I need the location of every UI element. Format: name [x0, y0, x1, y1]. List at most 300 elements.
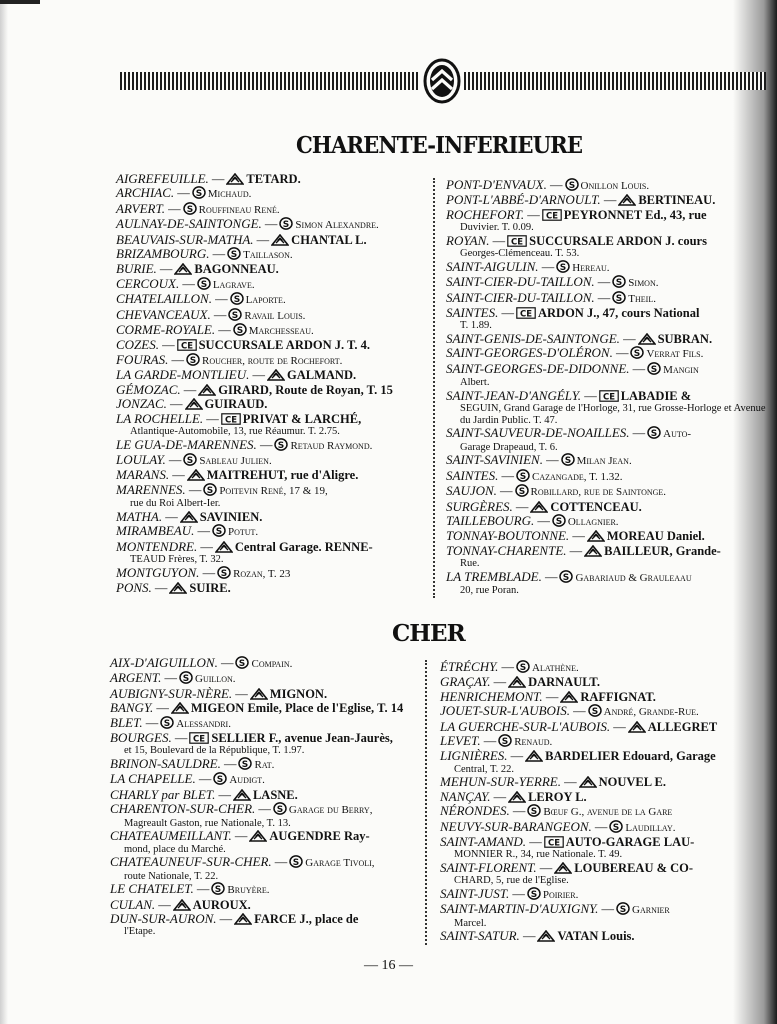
- svg-text:S: S: [182, 674, 190, 685]
- entry-dash: —: [253, 232, 270, 247]
- entry-dealer: ALLEGRET: [647, 719, 718, 734]
- svg-text:S: S: [531, 807, 538, 818]
- entry-dash: —: [629, 361, 646, 376]
- entry-city: BEAUVAIS-SUR-MATHA.: [116, 231, 254, 247]
- directory-entry: [446, 306, 766, 320]
- section-title-cher: CHER: [392, 620, 465, 647]
- directory-entry: [116, 383, 426, 397]
- directory-entry: [440, 749, 766, 763]
- entry-dealer: COTTENCEAU.: [550, 499, 642, 514]
- entry-city: COZES.: [116, 337, 159, 353]
- entry-city: ARCHIAC.: [116, 185, 175, 201]
- entry-dealer: Gabariaud & Grauleaau: [575, 571, 692, 584]
- triangle-agent-icon: [638, 333, 656, 345]
- entry-dash: —: [161, 671, 178, 686]
- circle-s-service-icon: [217, 566, 231, 579]
- directory-entry: [440, 690, 766, 704]
- svg-text:S: S: [563, 572, 570, 583]
- directory-entry: [446, 469, 766, 484]
- entry-dash: —: [542, 453, 559, 468]
- entry-dash: —: [249, 368, 265, 383]
- entry-dealer: Onillon Louis.: [580, 180, 650, 192]
- entry-dealer: RAFFIGNAT.: [580, 689, 656, 704]
- entry-city: SAINT-JUST.: [440, 886, 510, 902]
- entry-dealer: Garage Tivoli,: [305, 857, 375, 870]
- circle-s-service-icon: [192, 186, 206, 199]
- entry-city: FOURAS.: [116, 351, 169, 367]
- entry-dealer: Marchesseau.: [248, 325, 314, 338]
- svg-text:S: S: [278, 440, 285, 451]
- entry-dash: —: [498, 306, 514, 321]
- entry-dealer: DARNAULT.: [528, 675, 600, 690]
- directory-entry: [110, 671, 420, 686]
- entry-dealer: MIGEON Emile, Place de l'Eglise, T. 14: [190, 701, 404, 716]
- entry-dealer: BAILLEUR, Grande-: [604, 543, 721, 558]
- entry-dealer: Bœuf G., avenue de la Gare: [543, 806, 673, 819]
- entry-dash: —: [490, 789, 507, 804]
- entry-city: BRINON-SAULDRE.: [110, 756, 221, 772]
- boxed-ce-dealer-icon: [221, 413, 241, 425]
- circle-s-service-icon: [228, 308, 242, 321]
- triangle-agent-icon: [525, 750, 543, 762]
- entry-continuation: Magreault Gaston, rue Nationale, T. 13.: [124, 817, 291, 829]
- entry-dealer: Guillon.: [195, 673, 236, 686]
- directory-entry: [446, 260, 766, 275]
- header-band: [120, 70, 766, 92]
- circle-s-service-icon: [527, 887, 541, 900]
- directory-entry: [446, 570, 766, 585]
- boxed-ce-dealer-icon: [189, 732, 209, 744]
- entry-city: AIX-D'AIGUILLON.: [110, 655, 218, 670]
- entry-city: LA GARDE-MONTLIEU.: [116, 367, 250, 383]
- svg-text:CE: CE: [519, 309, 533, 320]
- triangle-agent-icon: [250, 688, 268, 700]
- entry-dash: —: [216, 912, 233, 927]
- entry-city: SAINT-JEAN-D'ANGÉLY.: [446, 387, 582, 403]
- entry-city: SURGÈRES.: [446, 498, 513, 514]
- header-bar-left: [120, 72, 420, 90]
- circle-s-service-icon: [235, 656, 249, 669]
- circle-s-service-icon: [197, 277, 211, 290]
- page-gutter-shadow: [0, 0, 8, 1024]
- entry-city: AUBIGNY-SUR-NÈRE.: [110, 685, 233, 701]
- entry-dash: —: [496, 484, 513, 499]
- entry-city: JONZAC.: [116, 396, 167, 412]
- entry-city: MIRAMBEAU.: [116, 523, 195, 539]
- triangle-agent-icon: [530, 501, 548, 513]
- entry-dealer: SUIRE.: [189, 580, 231, 595]
- directory-entry: [116, 353, 426, 368]
- entry-city: ROYAN.: [446, 232, 490, 248]
- entry-dash: —: [197, 539, 213, 554]
- directory-entry: [446, 178, 766, 193]
- entry-city: PONT-L'ABBÉ-D'ARNOULT.: [446, 192, 601, 208]
- entry-city: SAINT-CIER-DU-TAILLON.: [446, 289, 595, 305]
- entry-dealer: NOUVEL E.: [598, 775, 666, 790]
- entry-city: SAINTES.: [446, 467, 499, 483]
- svg-text:S: S: [519, 471, 527, 482]
- svg-text:S: S: [217, 775, 224, 786]
- directory-entry: [110, 656, 420, 671]
- svg-text:S: S: [591, 707, 598, 718]
- entry-dash: —: [512, 499, 529, 514]
- entry-city: CHARLY par BLET.: [110, 786, 216, 802]
- entry-city: SAINT-GENIS-DE-SAINTONGE.: [446, 331, 620, 347]
- directory-entry: [116, 186, 426, 201]
- entry-dash: —: [210, 307, 227, 322]
- entry-dash: —: [193, 882, 210, 897]
- entry-continuation: MONNIER R., 34, rue Nationale. T. 49.: [454, 849, 623, 861]
- entry-dealer: Taillason.: [243, 249, 293, 262]
- directory-entry: [116, 397, 426, 411]
- entry-continuation: T. 1.89.: [460, 320, 492, 332]
- directory-entry: [116, 233, 426, 247]
- directory-entry: [446, 426, 766, 441]
- svg-text:S: S: [187, 455, 194, 466]
- entry-dealer: Mangin: [663, 363, 699, 376]
- entry-city: ÉTRÉCHY.: [440, 659, 499, 674]
- svg-text:S: S: [568, 181, 575, 191]
- directory-entry: [110, 898, 420, 912]
- svg-text:CE: CE: [224, 415, 237, 425]
- directory-entry: [116, 368, 426, 382]
- entry-dealer: GIRARD, Route de Royan, T. 15: [218, 382, 393, 397]
- section-charente-left-column: [116, 172, 426, 595]
- circle-s-service-icon: [630, 346, 644, 359]
- entry-dash: —: [598, 902, 615, 917]
- svg-text:S: S: [207, 485, 214, 496]
- directory-entry: [446, 193, 766, 207]
- entry-dealer: VATAN Louis.: [557, 929, 635, 944]
- circle-s-service-icon: [160, 716, 174, 729]
- boxed-ce-dealer-icon: [177, 339, 197, 351]
- entry-dealer: TETARD.: [246, 172, 301, 186]
- entry-dash: —: [600, 193, 617, 208]
- svg-text:S: S: [619, 905, 627, 916]
- entry-dash: —: [490, 675, 507, 690]
- svg-text:S: S: [195, 189, 203, 200]
- section-cher-left-column: [110, 656, 420, 938]
- entry-city: LE GUA-DE-MARENNES.: [116, 436, 257, 452]
- section-cher-right-column: [440, 660, 766, 944]
- entry-city: CHATEAUNEUF-SUR-CHER.: [110, 854, 272, 870]
- svg-text:S: S: [634, 349, 641, 360]
- circle-s-service-icon: [230, 292, 244, 305]
- entry-city: CHATEAUMEILLANT.: [110, 828, 232, 844]
- directory-entry: [440, 929, 766, 943]
- entry-city: AULNAY-DE-SAINTONGE.: [116, 216, 262, 232]
- boxed-ce-dealer-icon: [507, 235, 527, 247]
- entry-dealer: BAGONNEAU.: [194, 262, 279, 277]
- circle-s-service-icon: [612, 291, 626, 304]
- directory-entry: [446, 529, 766, 543]
- entry-dealer: GALMAND.: [287, 368, 357, 383]
- entry-city: LOULAY.: [116, 451, 166, 467]
- directory-entry: [446, 275, 766, 290]
- directory-entry: [440, 804, 766, 819]
- triangle-agent-icon: [234, 913, 252, 925]
- entry-dealer: Retaud Raymond.: [290, 439, 373, 452]
- svg-text:S: S: [186, 204, 193, 215]
- entry-dash: —: [610, 719, 626, 734]
- entry-dash: —: [489, 233, 506, 248]
- directory-entry: [446, 346, 766, 361]
- directory-entry: [110, 716, 420, 731]
- directory-entry: [116, 217, 426, 232]
- directory-entry: [110, 829, 420, 843]
- entry-dealer: MIGNON.: [269, 686, 328, 701]
- entry-dash: —: [498, 468, 514, 483]
- entry-city: SAINT-SAVINIEN.: [446, 452, 543, 468]
- triangle-agent-icon: [169, 582, 187, 594]
- entry-dash: —: [612, 346, 629, 361]
- entry-city: LA ROCHELLE.: [116, 410, 204, 426]
- directory-entry: [116, 483, 426, 498]
- entry-continuation: SEGUIN, Grand Garage de l'Horloge, 31, rue Grosse-Horloge et Avenue du Jardin Public. T. 47.: [460, 403, 766, 426]
- directory-entry: [110, 788, 420, 802]
- circle-s-service-icon: [233, 323, 247, 336]
- entry-dash: —: [509, 887, 525, 902]
- directory-entry: [440, 820, 766, 835]
- entry-dash: —: [169, 468, 185, 483]
- svg-text:S: S: [220, 568, 228, 579]
- entry-continuation: Atlantique-Automobile, 13, rue Réaumur. T. 2.75.: [130, 425, 340, 437]
- directory-entry: [116, 323, 426, 338]
- circle-s-service-icon: [289, 855, 303, 868]
- directory-entry: [440, 704, 766, 719]
- circle-s-service-icon: [274, 438, 288, 451]
- double-chevron-logo-icon: [423, 58, 461, 104]
- entry-dash: —: [569, 529, 585, 544]
- entry-dash: —: [209, 247, 226, 262]
- svg-text:CE: CE: [180, 341, 193, 352]
- entry-dealer: SUCCURSALE ARDON J. cours: [529, 233, 707, 248]
- circle-s-service-icon: [516, 469, 530, 482]
- svg-text:S: S: [242, 760, 249, 771]
- entry-city: SAINTES.: [446, 305, 499, 321]
- svg-text:S: S: [239, 659, 246, 669]
- entry-dash: —: [546, 178, 563, 192]
- entry-dealer: Central Garage. RENNE-: [234, 539, 373, 554]
- directory-entry: [446, 514, 766, 529]
- entry-city: HENRICHEMONT.: [440, 688, 543, 704]
- entry-dealer: André, Grande-Rue.: [603, 706, 699, 719]
- directory-entry: [116, 262, 426, 276]
- entry-dash: —: [542, 689, 559, 704]
- entry-city: NÉRONDES.: [440, 803, 510, 819]
- entry-city: MONTGUYON.: [116, 564, 200, 580]
- directory-entry: [116, 581, 426, 595]
- entry-dealer: Bruyère.: [227, 884, 270, 897]
- entry-city: SAINT-MARTIN-D'AUXIGNY.: [440, 901, 599, 917]
- entry-city: BOURGES.: [110, 730, 172, 746]
- entry-city: CHATELAILLON.: [116, 291, 212, 307]
- triangle-agent-icon: [185, 398, 203, 410]
- directory-entry: [440, 775, 766, 789]
- entry-city: MARANS.: [116, 467, 170, 483]
- entry-city: LE CHATELET.: [110, 881, 194, 897]
- circle-s-service-icon: [279, 217, 293, 230]
- directory-entry: [110, 882, 420, 897]
- entry-dash: —: [180, 382, 197, 397]
- entry-continuation: Duvivier. T. 0.09.: [460, 222, 534, 234]
- svg-text:CE: CE: [602, 392, 615, 402]
- entry-dealer: AUROUX.: [192, 897, 251, 912]
- svg-text:S: S: [616, 278, 623, 289]
- directory-entry: [110, 731, 420, 745]
- circle-s-service-icon: [609, 820, 623, 833]
- entry-city: SAUJON.: [446, 483, 497, 499]
- triangle-agent-icon: [180, 511, 198, 523]
- svg-text:S: S: [501, 737, 509, 748]
- entry-city: LIGNIÈRES.: [440, 748, 508, 764]
- entry-dash: —: [526, 835, 542, 850]
- directory-entry: [116, 172, 426, 186]
- svg-text:S: S: [164, 718, 171, 729]
- entry-dealer: BERTINEAU.: [638, 193, 716, 208]
- svg-text:S: S: [650, 429, 658, 440]
- directory-entry: [116, 277, 426, 292]
- entry-city: SAINT-AMAND.: [440, 834, 527, 850]
- svg-text:CE: CE: [193, 734, 206, 745]
- entry-city: SAINT-SAUVEUR-DE-NOAILLES.: [446, 425, 630, 441]
- svg-text:S: S: [236, 326, 243, 337]
- directory-entry: [446, 500, 766, 514]
- triangle-agent-icon: [587, 530, 605, 542]
- triangle-agent-icon: [267, 369, 285, 381]
- svg-text:S: S: [613, 822, 620, 833]
- entry-city: AIGREFEUILLE.: [116, 171, 209, 186]
- entry-dash: —: [619, 332, 636, 347]
- entry-dealer: SAVINIEN.: [199, 509, 263, 524]
- entry-dash: —: [185, 482, 202, 497]
- entry-dealer: Simon Alexandre.: [295, 219, 379, 232]
- triangle-agent-icon: [215, 541, 233, 553]
- directory-entry: [116, 524, 426, 539]
- circle-s-service-icon: [183, 202, 197, 215]
- directory-entry: [116, 308, 426, 323]
- column-divider: [433, 178, 435, 598]
- entry-dash: —: [158, 338, 175, 353]
- entry-dealer: Sableau Julien.: [199, 454, 272, 467]
- triangle-agent-icon: [271, 234, 289, 246]
- entry-city: DUN-SUR-AURON.: [110, 911, 217, 927]
- directory-entry: [116, 247, 426, 262]
- entry-dash: —: [232, 686, 248, 701]
- triangle-agent-icon: [537, 930, 555, 942]
- entry-city: SAINT-FLORENT.: [440, 860, 537, 876]
- entry-dash: —: [536, 861, 553, 876]
- entry-dash: —: [566, 543, 583, 558]
- entry-dash: —: [199, 565, 216, 580]
- directory-entry: [110, 757, 420, 772]
- entry-city: JOUET-SUR-L'AUBOIS.: [440, 703, 570, 719]
- directory-entry: [446, 332, 766, 346]
- entry-dash: —: [231, 829, 248, 844]
- triangle-agent-icon: [187, 469, 205, 481]
- entry-dash: —: [153, 701, 169, 716]
- entry-continuation: 20, rue Poran.: [460, 585, 519, 597]
- entry-dash: —: [194, 524, 210, 539]
- entry-dealer: Lagrave.: [212, 278, 255, 291]
- entry-city: LA GUERCHE-SUR-L'AUBOIS.: [440, 718, 611, 734]
- svg-text:S: S: [559, 262, 567, 273]
- entry-dealer: AUTO-GARAGE LAU-: [565, 835, 695, 850]
- entry-dash: —: [155, 897, 171, 912]
- entry-dealer: SELLIER F., avenue Jean-Jaurès,: [211, 731, 393, 746]
- entry-dealer: PRIVAT & LARCHÉ,: [242, 411, 362, 426]
- directory-entry: [116, 202, 426, 217]
- circle-s-service-icon: [515, 484, 529, 497]
- svg-text:S: S: [519, 663, 527, 673]
- entry-continuation: Rue.: [460, 558, 480, 570]
- entry-city: PONT-D'ENVAUX.: [446, 177, 547, 192]
- directory-entry: [440, 861, 766, 875]
- entry-dash: —: [168, 352, 184, 367]
- triangle-agent-icon: [584, 545, 602, 557]
- directory-entry: [440, 675, 766, 689]
- entry-dealer: Hereau.: [572, 261, 610, 274]
- directory-entry: [440, 734, 766, 749]
- entry-city: LEVET.: [440, 733, 481, 749]
- entry-continuation: et 15, Boulevard de la République, T. 1.97.: [124, 745, 305, 757]
- entry-city: SAINT-GEORGES-DE-DIDONNE.: [446, 360, 630, 376]
- entry-dealer: Audigt.: [229, 774, 265, 787]
- entry-continuation: CHARD, 5, rue de l'Eglise.: [454, 875, 569, 887]
- entry-city: BRIZAMBOURG.: [116, 246, 210, 262]
- entry-dealer: GUIRAUD.: [204, 397, 268, 412]
- triangle-agent-icon: [508, 791, 526, 803]
- entry-dash: —: [211, 292, 228, 307]
- directory-entry: [440, 790, 766, 804]
- svg-text:S: S: [200, 279, 208, 290]
- entry-dealer: Potut.: [227, 526, 259, 539]
- directory-entry: [116, 412, 426, 426]
- entry-dash: —: [570, 704, 586, 719]
- svg-text:CE: CE: [511, 237, 524, 247]
- entry-dash: —: [591, 819, 608, 834]
- entry-dash: —: [142, 715, 159, 730]
- entry-dealer: Rouffineau René.: [198, 203, 280, 216]
- entry-dealer: FARCE J., place de: [254, 912, 359, 927]
- entry-dealer: BARDELIER Edouard, Garage: [545, 749, 716, 764]
- entry-city: SAINT-GEORGES-D'OLÉRON.: [446, 345, 613, 361]
- triangle-agent-icon: [554, 862, 572, 874]
- entry-dealer: Milan Jean.: [576, 455, 632, 468]
- page-number: — 16 —: [364, 958, 413, 973]
- circle-s-service-icon: [552, 514, 566, 527]
- entry-city: NANÇAY.: [440, 788, 491, 804]
- entry-city: ROCHEFORT.: [446, 206, 525, 222]
- entry-city: ARVERT.: [116, 200, 165, 216]
- entry-dealer: Theil.: [628, 292, 656, 305]
- directory-entry: [116, 468, 426, 482]
- entry-city: ARGENT.: [110, 670, 162, 686]
- circle-s-service-icon: [203, 483, 217, 496]
- column-divider: [425, 660, 427, 945]
- svg-text:S: S: [293, 858, 300, 869]
- entry-dealer: Renaud.: [514, 736, 553, 749]
- entry-dash: —: [162, 509, 178, 524]
- circle-s-service-icon: [183, 453, 197, 466]
- directory-entry: [116, 566, 426, 581]
- entry-dealer: ARDON J., 47, cours National: [538, 306, 700, 321]
- entry-dealer: MOREAU Daniel.: [606, 529, 705, 544]
- directory-entry: [440, 720, 766, 734]
- svg-text:S: S: [616, 293, 623, 304]
- directory-entry: [446, 453, 766, 468]
- directory-entry: [116, 540, 426, 554]
